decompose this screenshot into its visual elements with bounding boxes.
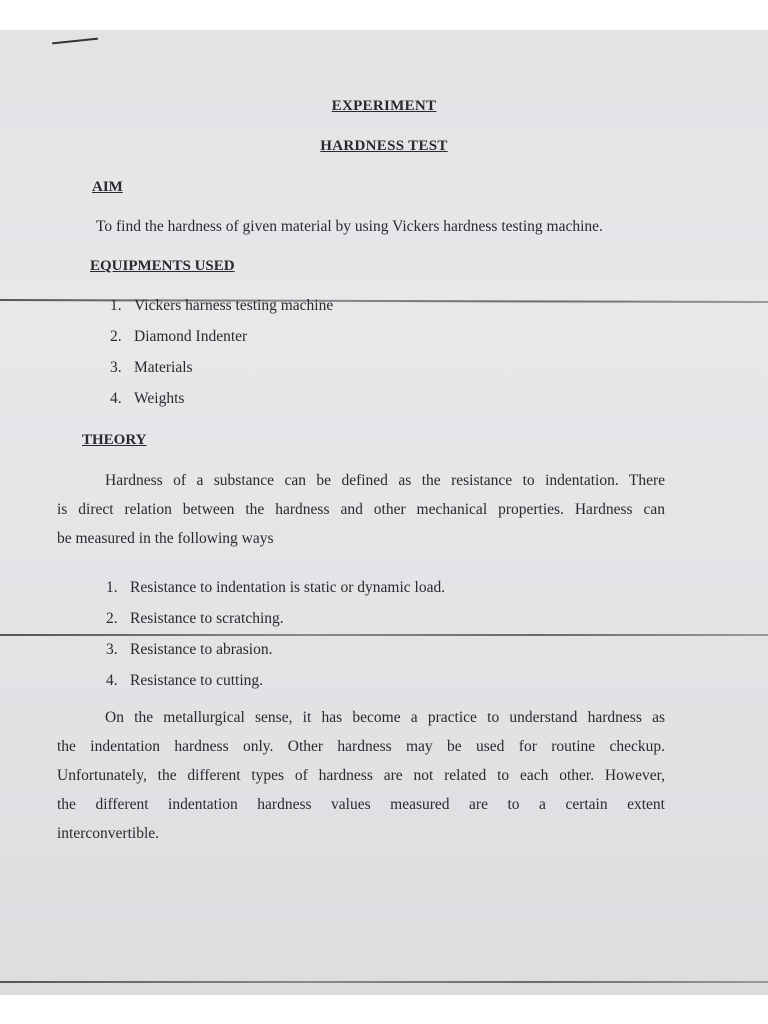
list-item: 4. Resistance to cutting. (106, 672, 264, 689)
equipments-heading: EQUIPMENTS USED (90, 258, 235, 274)
theory-paragraph-2: On the metallurgical sense, it has become a practice to understand hardness as the indentation hardness only. Other hardness may be used for routine checkup. Unfortunately, the different types of hardness are not related to each other. However, the different indentation hardness values measured are to a certain extent interconvertible. (57, 709, 665, 842)
list-item: 1. Resistance to indentation is static or dynamic load. (106, 579, 446, 596)
list-item: 1. Vickers harness testing machine (110, 297, 334, 314)
document-title: EXPERIMENT (331, 98, 437, 114)
theory-heading: THEORY (82, 432, 147, 448)
list-item: 4. Weights (110, 390, 185, 407)
list-item: 2. Diamond Indenter (110, 328, 248, 345)
equipments-list (110, 296, 333, 420)
theory-paragraph-1: Hardness of a substance can be defined as the resistance to indentation. There is direct relation between the hardness and other mechanical properties. Hardness can be measured in the following ways (57, 472, 665, 547)
document-subtitle: HARDNESS TEST (320, 138, 448, 154)
aim-heading: AIM (92, 179, 123, 195)
aim-text: To find the hardness of given material by using Vickers hardness testing machine. (96, 218, 603, 235)
hardness-ways-list (106, 578, 445, 702)
list-item: 3. Materials (110, 359, 193, 376)
list-item: 3. Resistance to abrasion. (106, 641, 273, 658)
pen-mark (52, 38, 98, 45)
list-item: 2. Resistance to scratching. (106, 610, 284, 627)
document-page (0, 30, 768, 995)
paper-fold-line (0, 981, 768, 983)
